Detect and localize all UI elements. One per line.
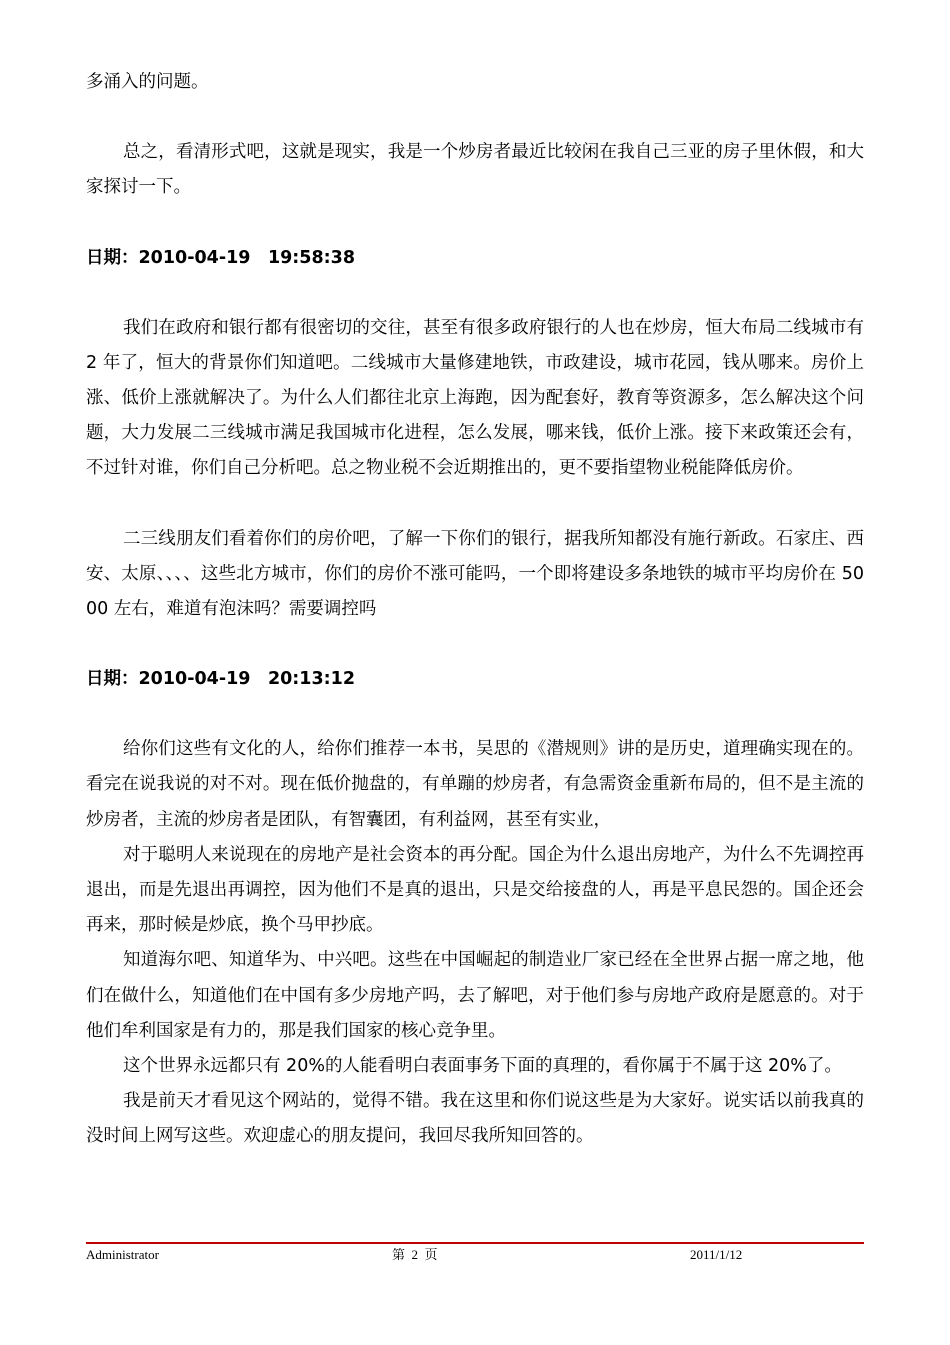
paragraph-manufacturers: 知道海尔吧、知道华为、中兴吧。这些在中国崛起的制造业厂家已经在全世界占据一席之地，他们在做什么，知道他们在中国有多少房地产吗，去了解吧，对于他们参与房地产政府是愿意的。对于他们牟利国家是有力的，那是我们国家的核心竞争里。 [86,950,864,1041]
footer-date: 2011/1/12 [690,1247,743,1262]
date-heading-2: 日期：2010-04-19 20:13:12 [86,669,355,690]
paragraph-website-note: 我是前天才看见这个网站的，觉得不错。我在这里和你们说这些是为大家好。说实话以前我真的没时间上网写这些。欢迎虚心的朋友提问，我回尽我所知回答的。 [86,1091,864,1147]
footer-author: Administrator [86,1247,159,1262]
paragraph-government-banks: 我们在政府和银行都有很密切的交往，甚至有很多政府银行的人也在炒房，恒大布局二线城市有 2 年了，恒大的背景你们知道吧。二线城市大量修建地铁，市政建设，城市花园，钱从哪来。房价上涨、低价上涨就解决了。为什么人们都往北京上海跑，因为配套好，教育等资源多，怎么解决这个问题，大力发展二三线城市满足我国城市化进程，怎么发展，哪来钱，低价上涨。接下来政策还会有，不过针对谁，你们自己分析吧。总之物业税不会近期推出的，更不要指望物业税能降低房价。 [86,317,864,479]
paragraph-second-tier-cities: 二三线朋友们看着你们的房价吧，了解一下你们的银行，据我所知都没有施行新政。石家庄、西安、太原、、、、这些北方城市，你们的房价不涨可能吗，一个即将建设多条地铁的城市平均房价在 5000 左右，难道有泡沫吗？需要调控吗 [86,528,864,620]
paragraph-capital-redistribution: 对于聪明人来说现在的房地产是社会资本的再分配。国企为什么退出房地产，为什么不先调控再退出，而是先退出再调控，因为他们不是真的退出，只是交给接盘的人，再是平息民怨的。国企还会再来，那时候是炒底，换个马甲抄底。 [86,844,864,936]
paragraph-twenty-percent: 这个世界永远都只有 20%的人能看明白表面事务下面的真理的，看你属于不属于这 20%了。 [123,1056,842,1077]
footer-divider [86,1242,864,1244]
paragraph-summary: 总之，看清形式吧，这就是现实，我是一个炒房者最近比较闲在我自己三亚的房子里休假，和大家探讨一下。 [86,142,864,198]
date-heading-1: 日期：2010-04-19 19:58:38 [86,247,355,268]
footer-page-number: 第 2 页 [392,1247,438,1262]
document-body [86,0,864,1155]
paragraph-continuation: 多涌入的问题。 [86,72,209,92]
paragraph-book-recommendation: 给你们这些有文化的人，给你们推荐一本书，吴思的《潜规则》讲的是历史，道理确实现在的。看完在说我说的对不对。现在低价抛盘的，有单蹦的炒房者，有急需资金重新布局的，但不是主流的炒房者，主流的炒房者是团队，有智囊团，有利益网，甚至有实业， [86,739,864,830]
